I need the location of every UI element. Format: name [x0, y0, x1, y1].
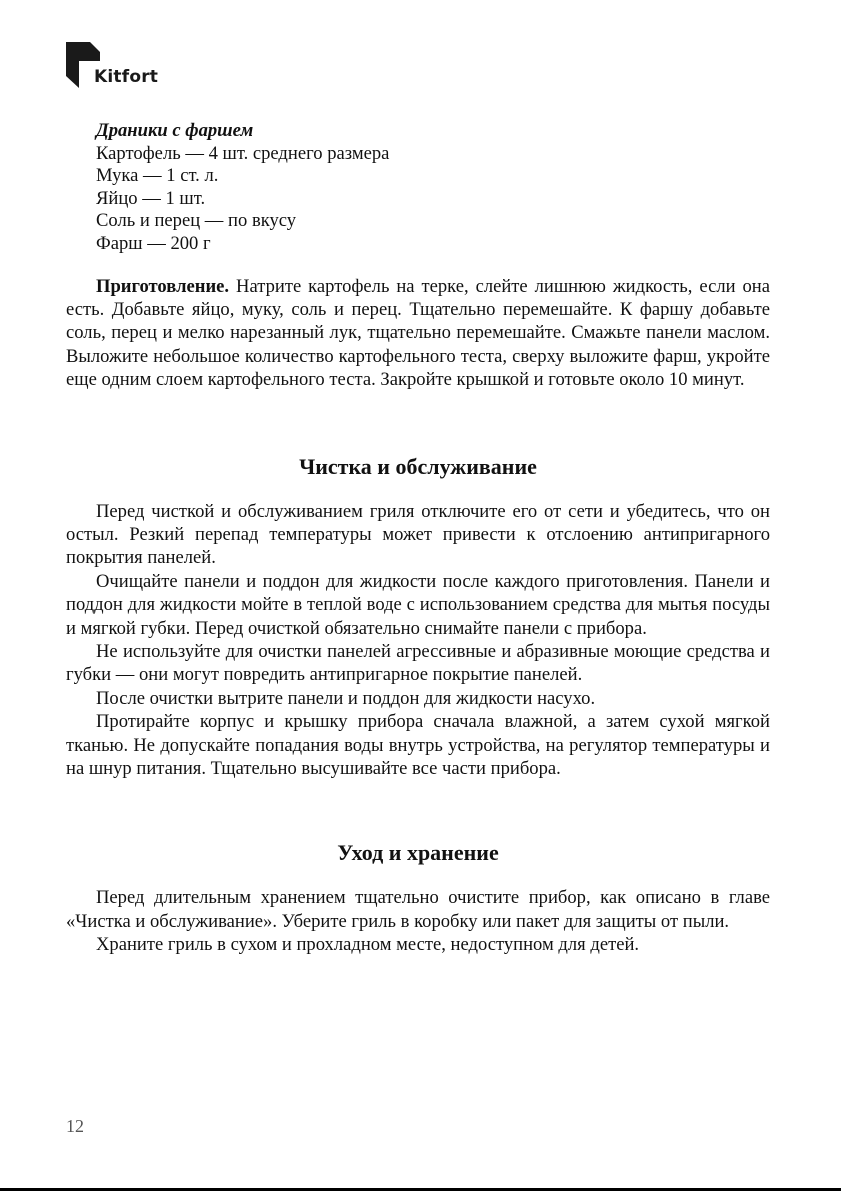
storage-heading: Уход и хранение — [337, 840, 499, 866]
preparation-paragraph — [66, 275, 770, 392]
brand-logo — [66, 42, 166, 90]
cleaning-paragraph: Не используйте для очистки панелей агрессивные и абразивные моющие средства и губки — они могут повредить антипригарное покрытие панелей. — [66, 641, 770, 686]
preparation-label: Приготовление. — [96, 275, 230, 297]
recipe-title: Драники с фаршем — [96, 120, 254, 141]
ingredient-item: Яйцо — 1 шт. — [96, 187, 206, 209]
ingredient-item: Картофель — 4 шт. среднего размера — [96, 142, 390, 164]
cleaning-paragraph: После очистки вытрите панели и поддон для жидкости насухо. — [96, 687, 596, 709]
storage-section — [66, 886, 770, 956]
brand-name: Kitfort — [94, 67, 159, 87]
preparation-text: Натрите картофель на терке, слейте лишнюю жидкость, если она есть. Добавьте яйцо, муку, соль и перец. Тщательно перемешайте. К фаршу добавьте соль, перец и мелко нарезанный лук, тщательно перемешайте. Смажьте панели маслом. Выложите небольшое количество картофельного теста, сверху выложите фарш, укройте еще одним слоем картофельного теста. Закройте крышкой и готовьте около 10 минут. — [66, 275, 770, 391]
cleaning-paragraph: Очищайте панели и поддон для жидкости после каждого приготовления. Панели и поддон для жидкости мойте в теплой воде с использованием средства для мытья посуды и мягкой губки. Перед очисткой обязательно снимайте панели с прибора. — [66, 570, 770, 639]
cleaning-paragraph: Протирайте корпус и крышку прибора сначала влажной, а затем сухой мягкой тканью. Не допускайте попадания воды внутрь устройства, на регулятор температуры и на шнур питания. Тщательно высушивайте все части прибора. — [66, 711, 770, 780]
ingredient-item: Соль и перец — по вкусу — [96, 210, 297, 232]
page-number: 12 — [66, 1116, 84, 1136]
storage-paragraph: Перед длительным хранением тщательно очистите прибор, как описано в главе «Чистка и обслуживание». Уберите гриль в коробку или пакет для защиты от пыли. — [66, 887, 770, 932]
storage-paragraph: Храните гриль в сухом и прохладном месте, недоступном для детей. — [96, 934, 640, 956]
cleaning-heading: Чистка и обслуживание — [299, 453, 537, 479]
page-content — [66, 120, 770, 957]
cleaning-section — [66, 500, 770, 781]
ingredient-item: Мука — 1 ст. л. — [96, 165, 219, 187]
recipe-block — [66, 120, 770, 392]
ingredient-item: Фарш — 200 г — [96, 232, 211, 254]
cleaning-paragraph: Перед чисткой и обслуживанием гриля отключите его от сети и убедитесь, что он остыл. Резкий перепад температуры может привести к отслоению антипригарного покрытия панелей. — [66, 500, 770, 569]
